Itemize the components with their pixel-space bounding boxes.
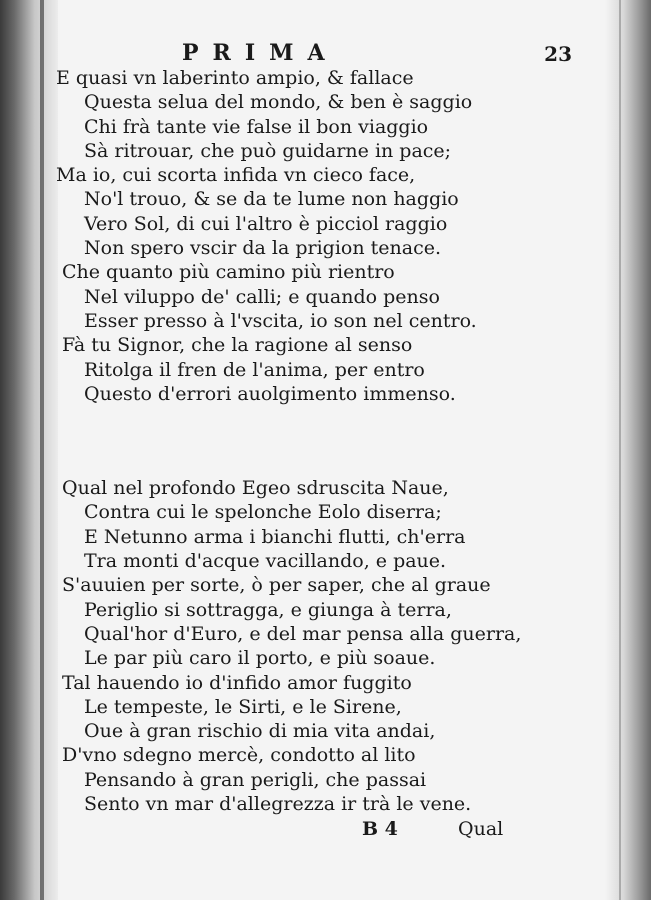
verse-line: Periglio si sottragga, e giunga à terra,: [84, 598, 452, 621]
page-number: 23: [544, 42, 572, 66]
page-header: [62, 40, 592, 66]
verse-line: Pensando à gran perigli, che passai: [84, 768, 427, 791]
verse-line: Vero Sol, di cui l'altro è picciol raggio: [84, 212, 448, 235]
verse-line: S'auuien per sorte, ò per saper, che al graue: [62, 574, 491, 597]
page-edge-shadow: [605, 0, 651, 900]
verse-line: Ma io, cui scorta infida vn cieco face,: [56, 164, 416, 187]
verse-line: Non spero vscir da la prigion tenace.: [84, 237, 442, 260]
verse-line: Chi frà tante vie false il bon viaggio: [84, 115, 429, 138]
sonnet-one: [56, 66, 592, 406]
gutter-line: [40, 0, 44, 900]
verse-line: Oue à gran rischio di mia vita andai,: [84, 720, 436, 743]
verse-line: Ritolga il fren de l'anima, per entro: [84, 358, 425, 381]
verse-line: Qual nel profondo Egeo sdruscita Naue,: [62, 477, 449, 500]
verse-line: Sento vn mar d'allegrezza ir trà le vene.: [84, 793, 472, 816]
verse-line: Questo d'errori auolgimento immenso.: [84, 382, 456, 405]
verse-line: E Netunno arma i bianchi flutti, ch'erra: [84, 525, 466, 548]
verse-line: D'vno sdegno mercè, condotto al lito: [62, 744, 416, 767]
catchword: Qual: [458, 818, 504, 841]
verse-line: Nel viluppo de' calli; e quando penso: [84, 285, 440, 308]
verse-line: Esser presso à l'vscita, io son nel centro.: [84, 309, 477, 332]
verse-line: No'l trouo, & se da te lume non haggio: [84, 188, 459, 211]
sonnet-two: [62, 476, 592, 816]
verse-line: Qual'hor d'Euro, e del mar pensa alla guerra,: [84, 622, 522, 645]
verse-line: Contra cui le spelonche Eolo diserra;: [84, 501, 442, 524]
running-head: PRIMA: [182, 40, 339, 66]
verse-line: Che quanto più camino più rientro: [62, 261, 395, 284]
verse-line: Le tempeste, le Sirti, e le Sirene,: [84, 695, 402, 718]
verse-line: Fà tu Signor, che la ragione al senso: [62, 334, 413, 357]
verse-line: Questa selua del mondo, & ben è saggio: [84, 91, 473, 114]
verse-line: Tal hauendo io d'infido amor fuggito: [62, 671, 412, 694]
verse-line: Le par più caro il porto, e più soaue.: [84, 647, 436, 670]
signature-mark: B 4: [362, 818, 398, 841]
stanza-gap: [62, 406, 592, 458]
verse-line: E quasi vn laberinto ampio, & fallace: [56, 67, 414, 89]
book-page: [56, 40, 592, 846]
page-footer: [62, 818, 592, 846]
verse-line: Tra monti d'acque vacillando, e paue.: [84, 550, 447, 573]
page-edge-line: [619, 0, 621, 900]
verse-line: Sà ritrouar, che può guidarne in pace;: [84, 139, 452, 162]
book-spine-shadow: [0, 0, 58, 900]
